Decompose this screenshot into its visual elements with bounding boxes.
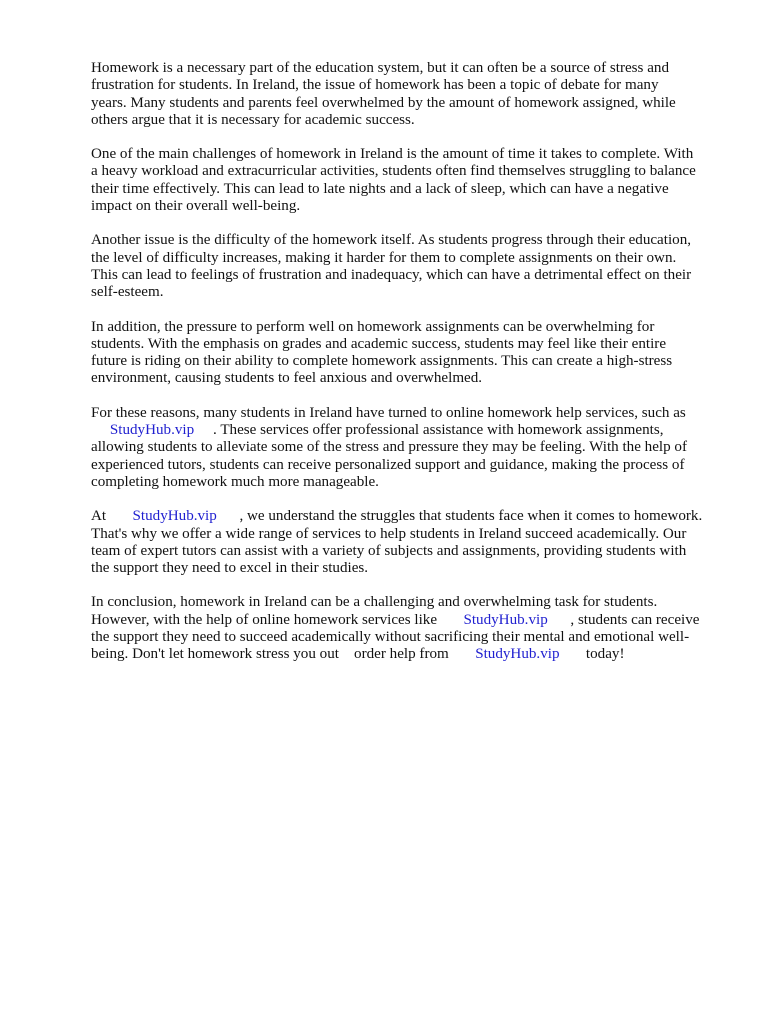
text-line: a heavy workload and extracurricular activities, students often find themselves struggling to balance [91, 163, 696, 180]
text-line: years. Many students and parents feel overwhelmed by the amount of homework assigned, while [91, 94, 676, 111]
text-segment: . These services offer professional assistance with homework assignments, [194, 422, 664, 439]
text-line: environment, causing students to feel anxious and overwhelmed. [91, 370, 483, 387]
text-segment: being. Don't let homework stress you out order help from [91, 646, 476, 663]
text-line: allowing students to alleviate some of the stress and pressure they may be feeling. With the help of [91, 439, 688, 456]
studyhub-link[interactable]: StudyHub.vip [463, 611, 548, 628]
text-line: In conclusion, homework in Ireland can be a challenging and overwhelming task for students. [91, 594, 658, 611]
text-line: Homework is a necessary part of the education system, but it can often be a source of stress and [91, 60, 669, 76]
text-line [91, 612, 723, 629]
paragraph [91, 594, 723, 663]
studyhub-link[interactable]: StudyHub.vip [475, 646, 560, 663]
text-segment: However, with the help of online homework services like [91, 611, 464, 628]
text-line: One of the main challenges of homework in Ireland is the amount of time it takes to complete. With [91, 146, 694, 163]
text-line: For these reasons, many students in Ireland have turned to online homework help services, such as [91, 404, 686, 421]
paragraph [91, 232, 723, 301]
text-line: the level of difficulty increases, making it harder for them to complete assignments on their own. [91, 249, 677, 266]
text-line: frustration for students. In Ireland, the issue of homework has been a topic of debate for many [91, 77, 659, 94]
text-line [91, 646, 723, 663]
studyhub-link[interactable]: StudyHub.vip [132, 508, 217, 525]
text-segment: , students can receive [547, 611, 700, 628]
text-line: team of expert tutors can assist with a variety of subjects and assignments, providing students with [91, 542, 687, 559]
text-line: self-esteem. [91, 284, 164, 301]
document-body [91, 60, 723, 681]
text-line: Another issue is the difficulty of the homework itself. As students progress through their education, [91, 232, 692, 249]
text-line: impact on their overall well-being. [91, 198, 301, 215]
paragraph [91, 405, 723, 491]
text-segment: today! [559, 646, 625, 663]
text-line: This can lead to feelings of frustration and inadequacy, which can have a detrimental effect on their [91, 266, 692, 283]
paragraph [91, 146, 723, 215]
text-line: completing homework much more manageable. [91, 473, 379, 490]
text-segment: , we understand the struggles that students face when it comes to homework. [216, 508, 703, 525]
paragraph [91, 508, 723, 577]
text-line: future is riding on their ability to complete homework assignments. This can create a high-stress [91, 353, 673, 370]
text-line: In addition, the pressure to perform well on homework assignments can be overwhelming for [91, 318, 655, 335]
paragraph [91, 319, 723, 388]
text-line [91, 422, 723, 439]
text-line: their time effectively. This can lead to late nights and a lack of sleep, which can have a negative [91, 180, 669, 197]
text-segment [91, 422, 110, 438]
text-line: the support they need to succeed academically without sacrificing their mental and emotional well- [91, 629, 690, 646]
text-line: students. With the emphasis on grades and academic success, students may feel like their entire [91, 335, 667, 352]
studyhub-link[interactable]: StudyHub.vip [109, 422, 195, 439]
text-line: the support they need to excel in their studies. [91, 560, 369, 577]
text-line: others argue that it is necessary for academic success. [91, 111, 415, 128]
text-line [91, 508, 723, 525]
paragraph [91, 60, 723, 129]
text-line: That's why we offer a wide range of services to help students in Ireland succeed academically. Our [91, 525, 687, 542]
text-segment: At [91, 508, 133, 525]
text-line: experienced tutors, students can receive personalized support and guidance, making the process of [91, 456, 685, 473]
